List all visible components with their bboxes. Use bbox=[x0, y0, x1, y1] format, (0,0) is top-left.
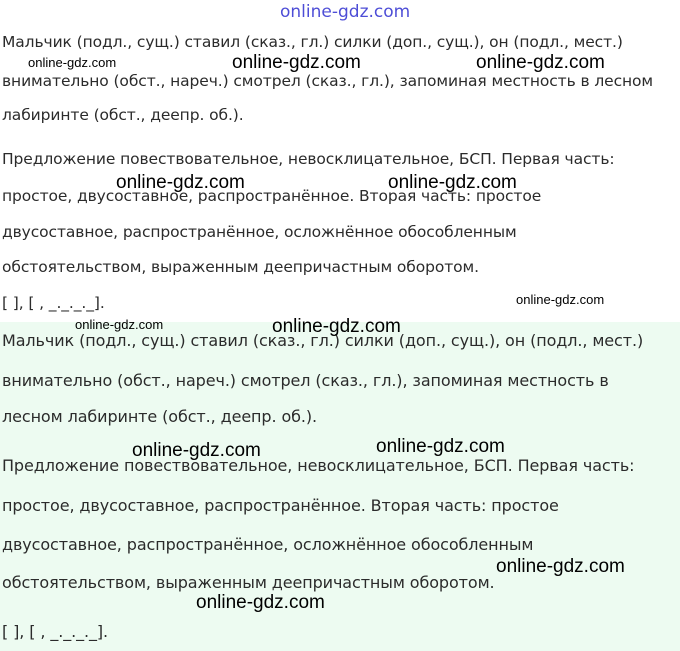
text-line: [ ], [ , _._._._]. bbox=[2, 622, 109, 641]
text-line: Предложение повествовательное, невосклицательное, БСП. Первая часть: bbox=[2, 456, 635, 475]
text-line: двусоставное, распространённое, осложнённое обособленным bbox=[2, 535, 534, 554]
text-line: внимательно (обст., нареч.) смотрел (сказ., гл.), запоминая местность в bbox=[2, 371, 609, 390]
watermark: online-gdz.com bbox=[476, 52, 605, 73]
watermark: online-gdz.com bbox=[516, 292, 605, 307]
text-line: Мальчик (подл., сущ.) ставил (сказ., гл.) силки (доп., сущ.), он (подл., мест.) bbox=[2, 33, 623, 51]
text-line: простое, двусоставное, распространённое. Вторая часть: простое bbox=[2, 496, 559, 515]
text-line: простое, двусоставное, распространённое. Вторая часть: простое bbox=[2, 187, 542, 205]
text-line: [ ], [ , _._._._]. bbox=[2, 294, 105, 312]
text-line: лесном лабиринте (обст., деепр. об.). bbox=[2, 407, 318, 426]
watermark: online-gdz.com bbox=[496, 556, 625, 577]
header-watermark: online-gdz.com bbox=[280, 2, 411, 22]
watermark: online-gdz.com bbox=[196, 592, 325, 613]
watermark: online-gdz.com bbox=[75, 317, 164, 332]
watermark: online-gdz.com bbox=[116, 172, 245, 193]
text-line: Предложение повествовательное, невосклицательное, БСП. Первая часть: bbox=[2, 150, 615, 168]
watermark: online-gdz.com bbox=[272, 316, 401, 337]
text-line: внимательно (обст., нареч.) смотрел (сказ., гл.), запоминая местность в лесном bbox=[2, 72, 653, 90]
text-line: лабиринте (обст., деепр. об.). bbox=[2, 106, 244, 124]
watermark: online-gdz.com bbox=[376, 436, 505, 457]
text-line: обстоятельством, выраженным деепричастным оборотом. bbox=[2, 573, 495, 592]
answer-block-2 bbox=[0, 322, 680, 651]
watermark: online-gdz.com bbox=[28, 55, 117, 70]
text-line: Мальчик (подл., сущ.) ставил (сказ., гл.) силки (доп., сущ.), он (подл., мест.) bbox=[2, 331, 644, 350]
watermark: online-gdz.com bbox=[232, 52, 361, 73]
text-line: обстоятельством, выраженным деепричастным оборотом. bbox=[2, 258, 479, 276]
text-line: двусоставное, распространённое, осложнённое обособленным bbox=[2, 223, 517, 241]
watermark: online-gdz.com bbox=[132, 440, 261, 461]
watermark: online-gdz.com bbox=[388, 172, 517, 193]
answer-block-1 bbox=[0, 0, 680, 322]
